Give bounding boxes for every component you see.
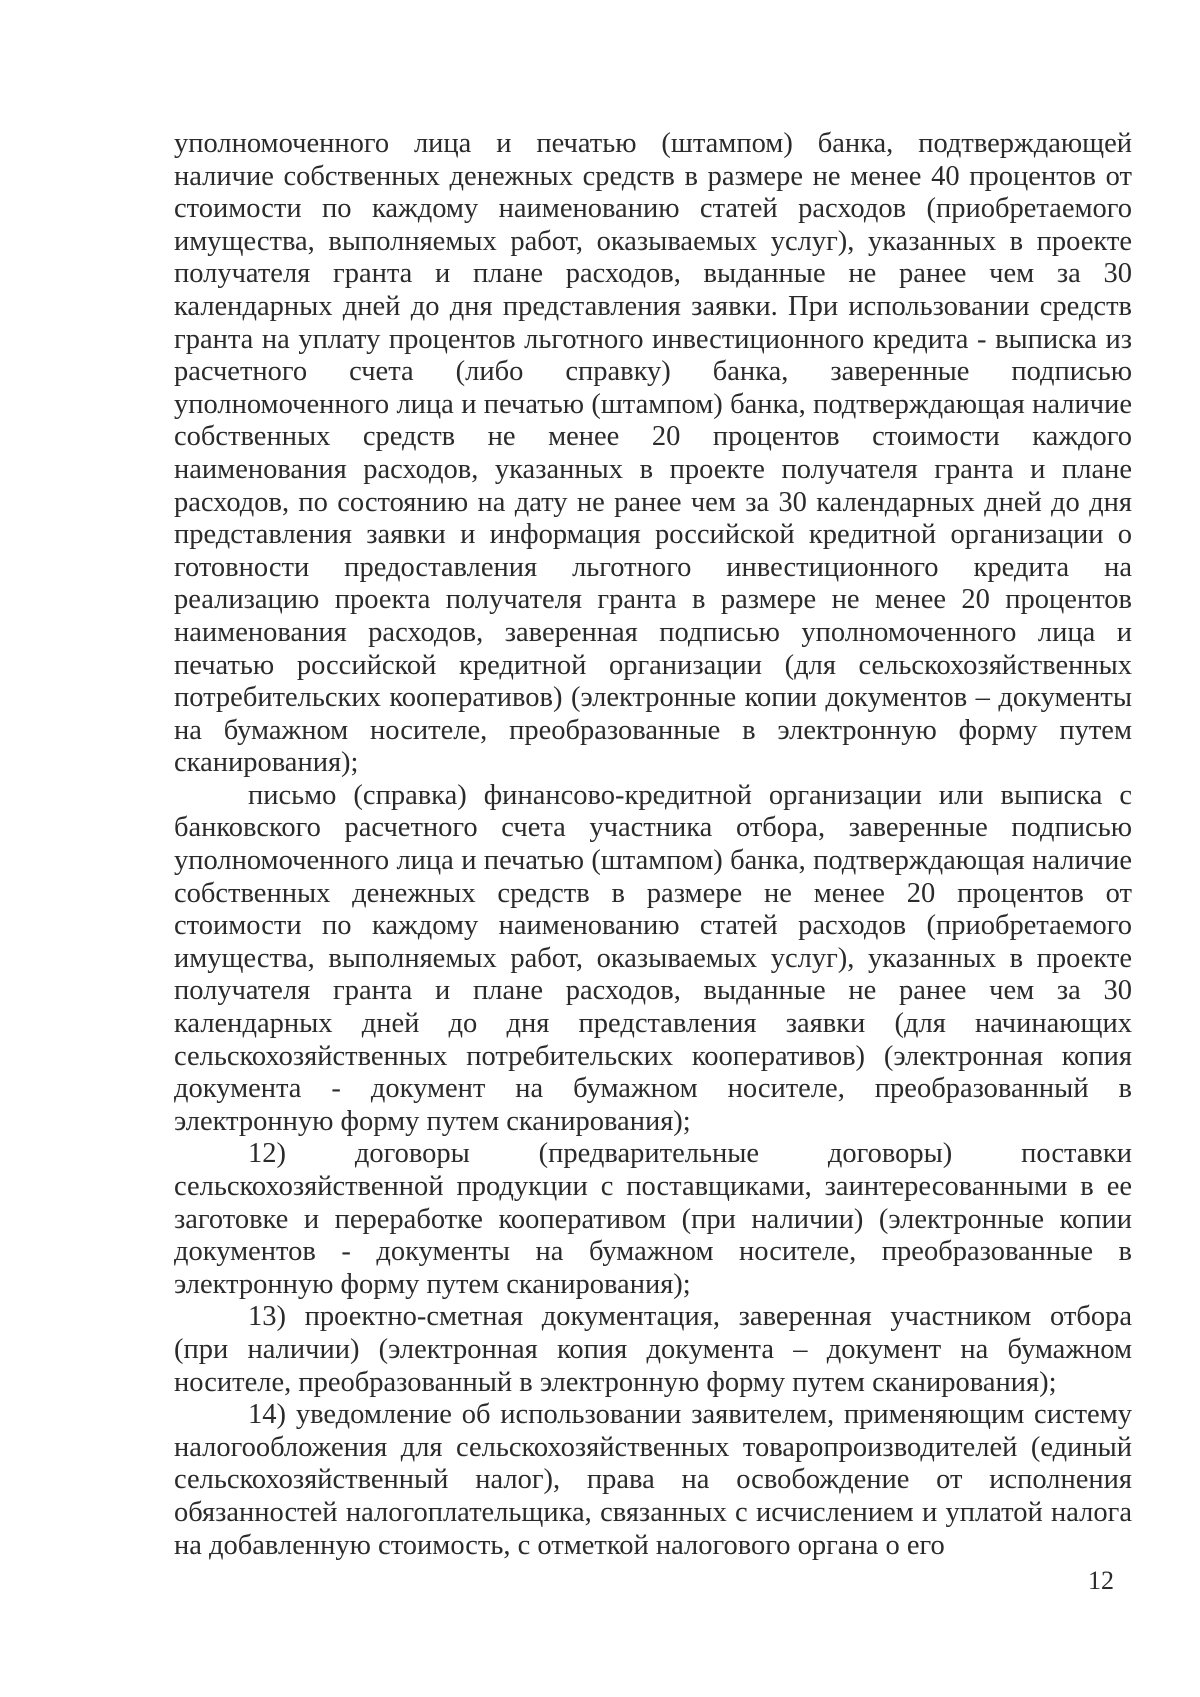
paragraph-bank-statement-requirements: уполномоченного лица и печатью (штампом) банка, подтверждающей наличие собственных денежных средств в размере не менее 40 процентов от стоимости по каждому наименованию статей расходов (приобретаемого имущества, выполняемых работ, оказываемых услуг), указанных в проекте получателя гранта и плане расходов, выданные не ранее чем за 30 календарных дней до дня представления заявки. При использовании средств гранта на уплату процентов льготного инвестиционного кредита - выписка из расчетного счета (либо справку) банка, заверенные подписью уполномоченного лица и печатью (штампом) банка, подтверждающая наличие собственных средств не менее 20 процентов стоимости каждого наименования расходов, указанных в проекте получателя гранта и плане расходов, по состоянию на дату не ранее чем за 30 календарных дней до дня представления заявки и информация российской кредитной организации о готовности предоставления льготного инвестиционного кредита на реализацию проекта получателя гранта в размере не менее 20 процентов наименования расходов, заверенная подписью уполномоченного лица и печатью российской кредитной организации (для сельскохозяйственных потребительских кооперативов) (электронные копии документов – документы на бумажном носителе, преобразованные в электронную форму путем сканирования); bbox=[174, 128, 1132, 779]
paragraph-bank-letter: письмо (справка) финансово-кредитной организации или выписка с банковского расчетного счета участника отбора, заверенные подписью уполномоченного лица и печатью (штампом) банка, подтверждающая наличие собственных денежных средств в размере не менее 20 процентов от стоимости по каждому наименованию статей расходов (приобретаемого имущества, выполняемых работ, оказываемых услуг), указанных в проекте получателя гранта и плане расходов, выданные не ранее чем за 30 календарных дней до дня представления заявки (для начинающих сельскохозяйственных потребительских кооперативов) (электронная копия документа - документ на бумажном носителе, преобразованный в электронную форму путем сканирования); bbox=[174, 779, 1132, 1137]
page-number: 12 bbox=[1088, 1566, 1114, 1595]
paragraph-item-14-tax-notification: 14) уведомление об использовании заявителем, применяющим систему налогообложения для сельскохозяйственных товаропроизводителей (единый сельскохозяйственный налог), права на освобождение от исполнения обязанностей налогоплательщика, связанных с исчислением и уплатой налога на добавленную стоимость, с отметкой налогового органа о его bbox=[174, 1399, 1132, 1561]
paragraph-item-13-design-documentation: 13) проектно-сметная документация, заверенная участником отбора (при наличии) (электронная копия документа – документ на бумажном носителе, преобразованный в электронную форму путем сканирования); bbox=[174, 1301, 1132, 1398]
paragraph-item-12-supply-contracts: 12) договоры (предварительные договоры) поставки сельскохозяйственной продукции с поставщиками, заинтересованными в ее заготовке и переработке кооперативом (при наличии) (электронные копии документов - документы на бумажном носителе, преобразованные в электронную форму путем сканирования); bbox=[174, 1138, 1132, 1300]
document-body bbox=[174, 128, 1132, 1562]
